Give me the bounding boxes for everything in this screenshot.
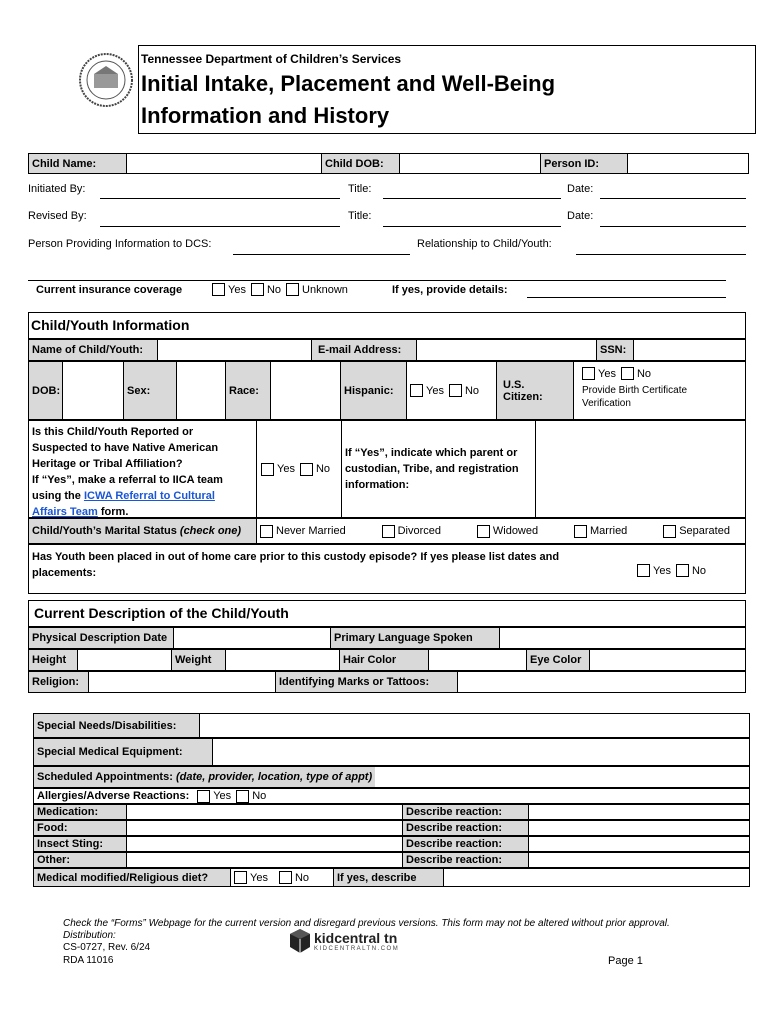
race-label: Race: xyxy=(225,361,271,420)
insurance-yes-checkbox[interactable] xyxy=(212,283,225,296)
special-needs-label: Special Needs/Disabilities: xyxy=(33,713,200,738)
allergies-no-checkbox[interactable] xyxy=(236,790,249,803)
child-name-info-label: Name of Child/Youth: xyxy=(28,339,158,361)
citizen-no-checkbox[interactable] xyxy=(621,367,634,380)
phys-date-field[interactable] xyxy=(173,627,331,649)
weight-field[interactable] xyxy=(225,649,340,671)
dept-name: Tennessee Department of Children’s Services xyxy=(141,52,402,66)
race-field[interactable] xyxy=(270,361,341,420)
equipment-label: Special Medical Equipment: xyxy=(33,738,213,766)
food-reaction-field[interactable] xyxy=(528,820,750,836)
footer-note: Check the “Forms” Webpage for the current version and disregard previous versions. This form may not be altered without prior approval. xyxy=(63,918,670,929)
medication-field[interactable] xyxy=(126,804,403,820)
form-title-line2: Information and History xyxy=(141,103,390,128)
insect-reaction-label: Describe reaction: xyxy=(402,836,529,852)
revised-date-field[interactable] xyxy=(600,226,746,227)
relationship-label: Relationship to Child/Youth: xyxy=(417,238,552,250)
form-number: CS-0727, Rev. 6/24 xyxy=(63,942,151,953)
icwa-referral-link-cont[interactable]: Affairs Team xyxy=(32,506,98,518)
revised-date-label: Date: xyxy=(567,210,594,222)
email-label: E-mail Address: xyxy=(311,339,417,361)
revised-title-label: Title: xyxy=(348,210,372,222)
native-options: Yes No xyxy=(256,420,342,518)
diet-yes-checkbox[interactable] xyxy=(234,871,247,884)
native-no-checkbox[interactable] xyxy=(300,463,313,476)
marital-options: Never Married Divorced Widowed Married Separated xyxy=(256,518,746,544)
allergies-yes-checkbox[interactable] xyxy=(197,790,210,803)
revised-by-label: Revised By: xyxy=(28,210,87,222)
tribe-info-label: If “Yes”, indicate which parent or custodian, Tribe, and registration information: xyxy=(341,420,536,518)
diet-no-checkbox[interactable] xyxy=(279,871,292,884)
kidcentral-logo: kidcentral tn KIDCENTRALTN.COM xyxy=(289,928,399,954)
rda-number: RDA 11016 xyxy=(63,955,114,966)
kidcentral-cube-icon xyxy=(289,928,311,954)
appointments-row: Scheduled Appointments: (date, provider, location, type of appt) xyxy=(33,766,750,788)
hair-label: Hair Color xyxy=(339,649,429,671)
birth-cert-note: Provide Birth Certificate Verification xyxy=(582,385,688,409)
header-box xyxy=(138,45,756,134)
child-name-field[interactable] xyxy=(126,153,322,174)
sex-field[interactable] xyxy=(176,361,226,420)
eye-label: Eye Color xyxy=(526,649,590,671)
hispanic-no-checkbox[interactable] xyxy=(449,384,462,397)
food-reaction-label: Describe reaction: xyxy=(402,820,529,836)
insurance-label: Current insurance coverage xyxy=(36,284,183,296)
separated-checkbox[interactable] xyxy=(663,525,676,538)
description-section xyxy=(28,600,746,627)
child-name-info-field[interactable] xyxy=(157,339,312,361)
insurance-details-field[interactable] xyxy=(527,297,726,298)
page-number: Page 1 xyxy=(608,955,643,967)
diet-options: Yes No xyxy=(230,868,334,887)
sex-label: Sex: xyxy=(123,361,177,420)
child-info-section xyxy=(28,312,746,339)
relationship-field[interactable] xyxy=(576,254,746,255)
initiated-date-label: Date: xyxy=(567,183,594,195)
distribution-label: Distribution: xyxy=(63,930,116,941)
language-field[interactable] xyxy=(499,627,746,649)
divorced-checkbox[interactable] xyxy=(382,525,395,538)
ssn-label: SSN: xyxy=(596,339,634,361)
tribe-info-field[interactable] xyxy=(535,420,746,518)
dob-label: DOB: xyxy=(28,361,63,420)
other-field[interactable] xyxy=(126,852,403,868)
prior-placement-question: Has Youth been placed in out of home care prior to this custody episode? If yes please list dates and placements: xyxy=(28,544,746,594)
insect-label: Insect Sting: xyxy=(33,836,127,852)
hispanic-label: Hispanic: xyxy=(340,361,407,420)
prior-placement-no-checkbox[interactable] xyxy=(676,564,689,577)
widowed-checkbox[interactable] xyxy=(477,525,490,538)
initiated-date-field[interactable] xyxy=(600,198,746,199)
food-field[interactable] xyxy=(126,820,403,836)
hair-field[interactable] xyxy=(428,649,527,671)
child-name-label: Child Name: xyxy=(28,153,127,174)
insurance-options: Yes No Unknown xyxy=(212,283,353,296)
hispanic-yes-checkbox[interactable] xyxy=(410,384,423,397)
separator-line xyxy=(28,280,726,281)
native-yes-checkbox[interactable] xyxy=(261,463,274,476)
other-reaction-label: Describe reaction: xyxy=(402,852,529,868)
other-label: Other: xyxy=(33,852,127,868)
language-label: Primary Language Spoken xyxy=(330,627,500,649)
religion-field[interactable] xyxy=(88,671,276,693)
medication-label: Medication: xyxy=(33,804,127,820)
marks-label: Identifying Marks or Tattoos: xyxy=(275,671,458,693)
religion-label: Religion: xyxy=(28,671,89,693)
child-dob-label: Child DOB: xyxy=(321,153,400,174)
revised-title-field[interactable] xyxy=(383,226,561,227)
other-reaction-field[interactable] xyxy=(528,852,750,868)
insect-field[interactable] xyxy=(126,836,403,852)
diet-label: Medical modified/Religious diet? xyxy=(33,868,231,887)
height-label: Height xyxy=(28,649,78,671)
form-title-line1: Initial Intake, Placement and Well-Being xyxy=(141,71,556,96)
child-dob-field[interactable] xyxy=(399,153,541,174)
us-citizen-label: U.S. Citizen: xyxy=(496,361,574,420)
dob-field[interactable] xyxy=(62,361,124,420)
tn-seal-logo xyxy=(78,52,134,108)
medication-reaction-field[interactable] xyxy=(528,804,750,820)
child-info-heading: Child/Youth Information xyxy=(31,317,190,333)
insurance-unknown-checkbox[interactable] xyxy=(286,283,299,296)
married-checkbox[interactable] xyxy=(574,525,587,538)
person-id-label: Person ID: xyxy=(540,153,628,174)
insect-reaction-field[interactable] xyxy=(528,836,750,852)
prior-placement-yes-checkbox[interactable] xyxy=(637,564,650,577)
ssn-field[interactable] xyxy=(633,339,746,361)
citizen-yes-checkbox[interactable] xyxy=(582,367,595,380)
height-field[interactable] xyxy=(77,649,172,671)
equipment-field[interactable] xyxy=(212,738,750,766)
phys-date-label: Physical Description Date xyxy=(28,627,174,649)
email-field[interactable] xyxy=(416,339,597,361)
medication-reaction-label: Describe reaction: xyxy=(402,804,529,820)
insurance-no-checkbox[interactable] xyxy=(251,283,264,296)
icwa-referral-link[interactable]: ICWA Referral to Cultural xyxy=(83,490,215,502)
us-citizen-field: Yes No Provide Birth Certificate Verification xyxy=(573,361,746,420)
revised-by-field[interactable] xyxy=(100,226,340,227)
initiated-by-label: Initiated By: xyxy=(28,183,86,195)
hispanic-options: Yes No xyxy=(406,361,497,420)
weight-label: Weight xyxy=(171,649,226,671)
special-needs-field[interactable] xyxy=(199,713,750,738)
marital-status-label: Child/Youth’s Marital Status (check one) xyxy=(28,518,257,544)
allergies-row: Allergies/Adverse Reactions: Yes No xyxy=(33,788,750,804)
person-id-field[interactable] xyxy=(627,153,749,174)
diet-describe-field[interactable] xyxy=(443,868,750,887)
insurance-details-label: If yes, provide details: xyxy=(392,284,508,296)
person-providing-label: Person Providing Information to DCS: xyxy=(28,238,212,250)
initiated-title-field[interactable] xyxy=(383,198,561,199)
never-married-checkbox[interactable] xyxy=(260,525,273,538)
native-question: Is this Child/Youth Reported or Suspected to have Native American Heritage or Tribal Affiliation? If “Yes”, make a referral to IICA team using the ICWA Referral to Cultural Affairs Team form. xyxy=(28,420,257,518)
initiated-title-label: Title: xyxy=(348,183,372,195)
description-heading: Current Description of the Child/Youth xyxy=(34,605,289,621)
initiated-by-field[interactable] xyxy=(100,198,340,199)
food-label: Food: xyxy=(33,820,127,836)
prior-placement-options: Yes No xyxy=(637,564,711,577)
person-providing-field[interactable] xyxy=(233,254,410,255)
diet-describe-label: If yes, describe xyxy=(333,868,444,887)
marks-field[interactable] xyxy=(457,671,746,693)
eye-field[interactable] xyxy=(589,649,746,671)
